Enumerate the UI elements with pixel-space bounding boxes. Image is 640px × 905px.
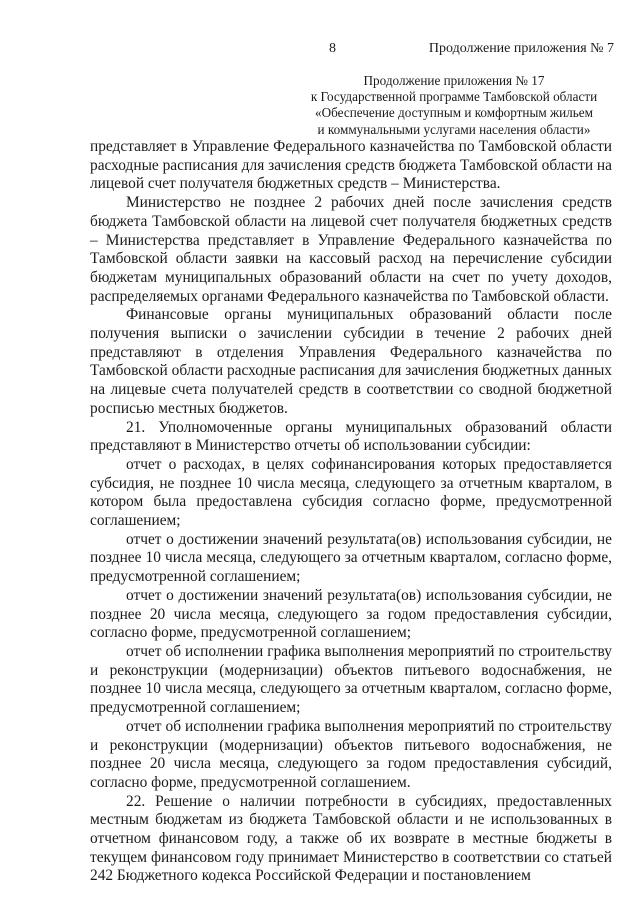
appendix-program-name-line-1: «Обеспечение доступным и комфортным жильем	[315, 105, 593, 121]
document-body	[90, 138, 612, 886]
report-schedule-quarterly: отчет об исполнении графика выполнения мероприятий по строительству и реконструкции (модернизации) объектов питьевого водоснабжения, не позднее 10 числа месяца, следующего за отчетным кварталом, согласно форме, предусмотренной соглашением;	[90, 642, 612, 717]
paragraph-continuation: представляет в Управление Федерального казначейства по Тамбовской области расходные расписания для зачисления средств бюджета Тамбовской области на лицевой счет получателя бюджетных средств – Министерства.	[90, 138, 612, 193]
appendix-program-line: к Государственной программе Тамбовской области	[310, 89, 598, 105]
page-number: 8	[329, 41, 336, 56]
report-schedule-annual: отчет об исполнении графика выполнения мероприятий по строительству и реконструкции (модернизации) объектов питьевого водоснабжения, не позднее 20 числа месяца, следующего за годом предоставления субсидий, согласно форме, предусмотренной соглашением.	[90, 717, 612, 791]
report-results-annual: отчет о достижении значений результата(ов) использования субсидии, не позднее 20 числа месяца, следующего за годом предоставления субсидии, согласно форме, предусмотренной соглашением;	[90, 586, 612, 642]
appendix-title: Продолжение приложения № 17	[363, 73, 545, 88]
paragraph-financial-bodies: Финансовые органы муниципальных образований области после получения выписки о зачислении субсидии в течение 2 рабочих дней представляют в отделения Управления Федерального казначейства по Тамбовской области расходные расписания для зачисления бюджетных данных на лицевые счета получателей средств в соответствии со сводной бюджетной росписью местных бюджетов.	[90, 306, 612, 417]
appendix-header	[294, 73, 614, 138]
appendix-continuation-label: Продолжение приложения № 7	[428, 41, 614, 56]
paragraph-ministry-transfer: Министерство не позднее 2 рабочих дней после зачисления средств бюджета Тамбовской области на лицевой счет получателя бюджетных средств – Министерства представляет в Управление Федерального казначейства по Тамбовской области заявки на кассовый расход на перечисление субсидии бюджетам муниципальных образований области на счет по учету доходов, распределяемых органами Федерального казначейства по Тамбовской области.	[90, 194, 612, 305]
paragraph-clause-22: 22. Решение о наличии потребности в субсидиях, предоставленных местным бюджетам из бюджета Тамбовской области и не использованных в отчетном финансовом году, а также об их возврате в местные бюджеты в текущем финансовом году принимает Министерство в соответствии со статьей 242 Бюджетного кодекса Российской Федерации и постановлением	[90, 792, 612, 885]
report-results-quarterly: отчет о достижении значений результата(ов) использования субсидии, не позднее 10 числа месяца, следующего за отчетным кварталом, согласно форме, предусмотренной соглашением;	[90, 530, 612, 586]
appendix-program-name-line-2: и коммунальными услугами населения области»	[317, 121, 591, 137]
report-expenses: отчет о расходах, в целях софинансирования которых предоставляется субсидия, не позднее 10 числа месяца, следующего за отчетным кварталом, в котором была предоставлена субсидия согласно форме, предусмотренной соглашением;	[90, 455, 612, 530]
paragraph-clause-21: 21. Уполномоченные органы муниципальных образований области представляют в Министерство отчеты об использовании субсидии:	[90, 418, 612, 455]
